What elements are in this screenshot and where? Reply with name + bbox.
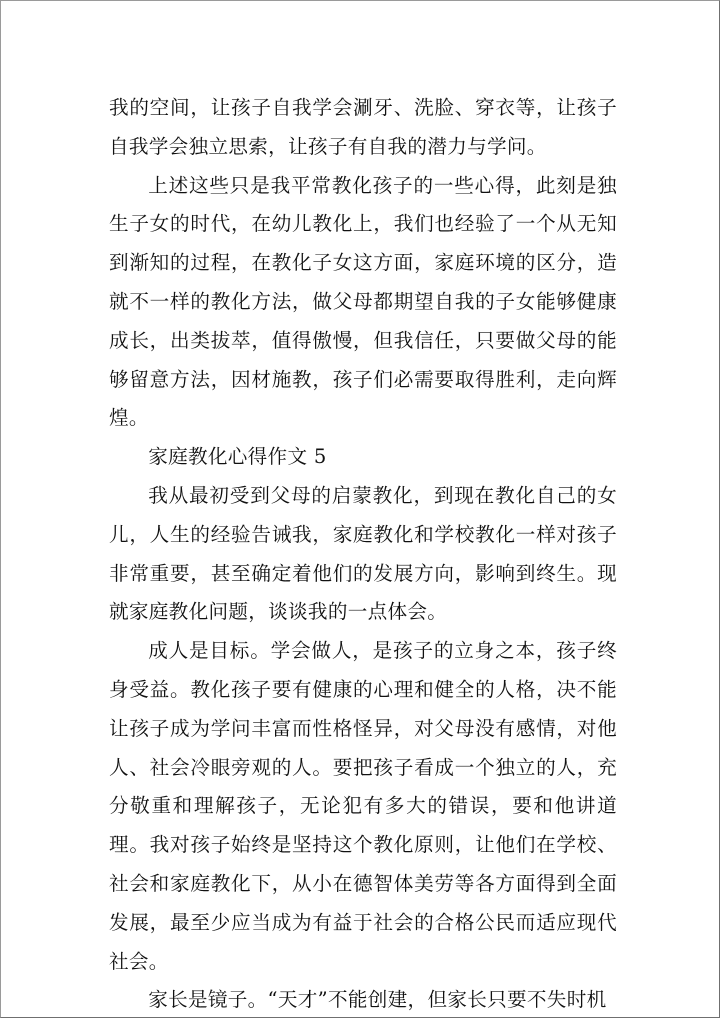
paragraph-intro: 我从最初受到父母的启蒙教化，到现在教化自己的女儿，人生的经验告诫我，家庭教化和学校教化一样对孩子非常重要，甚至确定着他们的发展方向，影响到终生。现就家庭教化问题，谈谈我的一点体会。 (109, 483, 617, 624)
paragraph-continuation: 我的空间，让孩子自我学会涮牙、洗脸、穿衣等，让孩子自我学会独立思索，让孩子有自我的潜力与学问。 (109, 96, 617, 158)
document-body (109, 89, 617, 1020)
paragraph-mirror: 家长是镜子。“天才”不能创建，但家长只要不失时机 (148, 988, 607, 1012)
paragraph-goal: 成人是目标。学会做人，是孩子的立身之本，孩子终身受益。教化孩子要有健康的心理和健全的人格，决不能让孩子成为学问丰富而性格怪异，对父母没有感情，对他人、社会冷眼旁观的人。要把孩子看成一个独立的人，充分敬重和理解孩子，无论犯有多大的错误，要和他讲道理。我对孩子始终是坚持这个教化原则，让他们在学校、社会和家庭教化下，从小在德智体美劳等各方面得到全面发展，最至少应当成为有益于社会的合格公民而适应现代社会。 (109, 639, 617, 973)
paragraph-summary: 上述这些只是我平常教化孩子的一些心得，此刻是独生子女的时代，在幼儿教化上，我们也经验了一个从无知到渐知的过程，在教化子女这方面，家庭环境的区分，造就不一样的教化方法，做父母都期望自我的子女能够健康成长，出类拔萃，值得傲慢，但我信任，只要做父母的能够留意方法，因材施教，孩子们必需要取得胜利，走向辉煌。 (109, 173, 617, 430)
section-heading: 家庭教化心得作文 5 (148, 445, 327, 469)
